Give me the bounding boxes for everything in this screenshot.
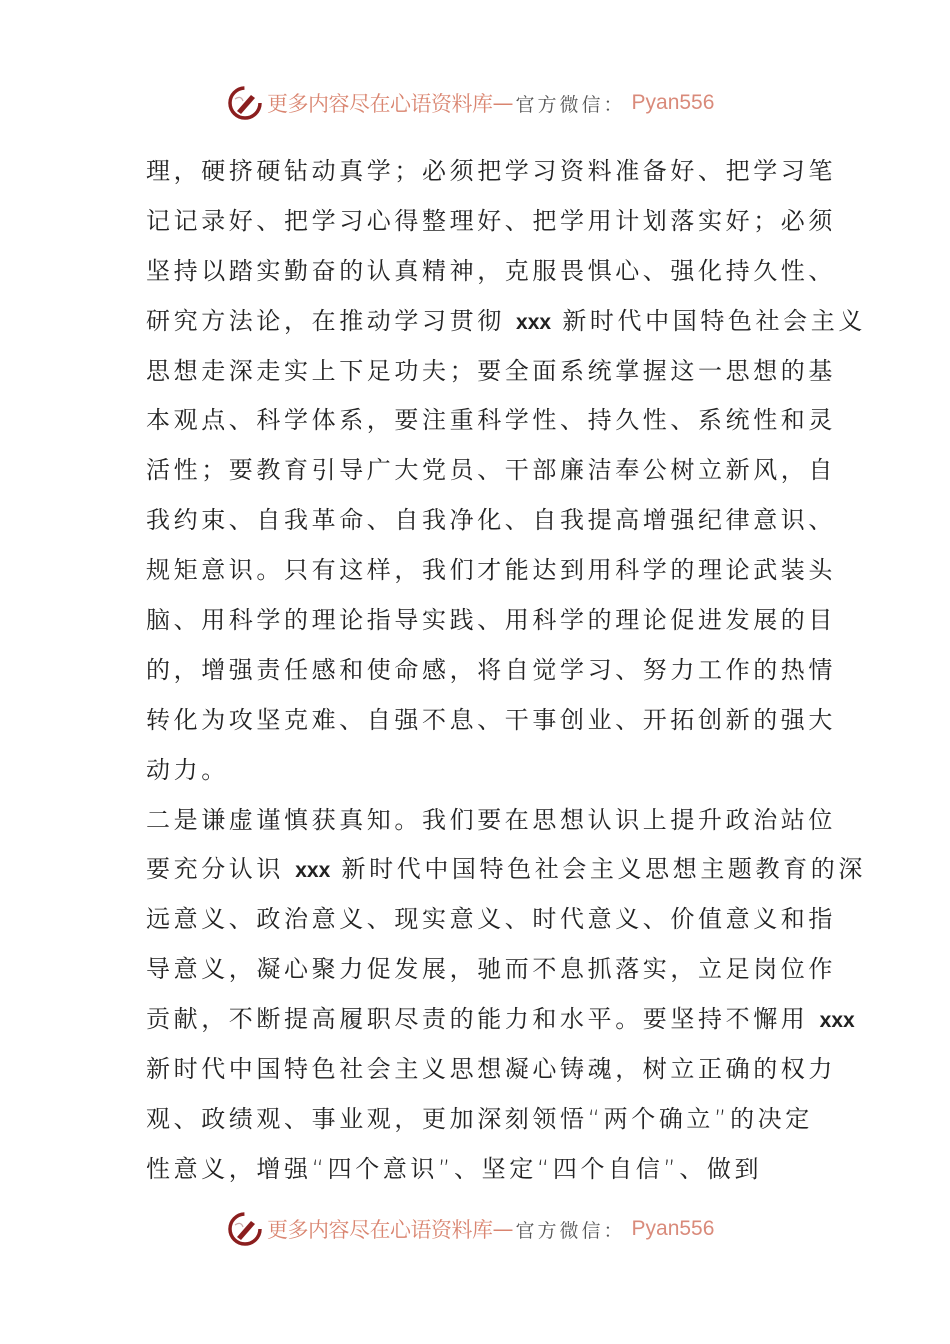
section-heading-line: 二是谦虚谨慎获真知。我们要在思想认识上提升政治站位 [146, 805, 836, 834]
text-line: 的，增强责任感和使命感，将自觉学习、努力工作的热情 [146, 655, 836, 684]
text-line: 思想走深走实上下足功夫；要全面系统掌握这一思想的基 [146, 356, 836, 385]
text-line: 记记录好、把学习心得整理好、把学用计划落实好；必须 [146, 206, 836, 235]
banner-brand-text: 更多内容尽在心语资料库 [267, 1218, 493, 1242]
banner-wechat-label: 官方微信： [515, 1219, 626, 1242]
text-line: 贡献，不断提高履职尽责的能力和水平。要坚持不懈用 xxx [146, 1005, 855, 1034]
text-line: 理，硬挤硬钻动真学；必须把学习资料准备好、把学习笔 [146, 157, 836, 185]
banner-dash: — [492, 1217, 514, 1241]
text-line: 本观点、科学体系，要注重科学性、持久性、系统性和灵 [146, 406, 836, 435]
text-line: 脑、用科学的理论指导实践、用科学的理论促进发展的目 [146, 606, 836, 635]
text-line: 导意义，凝心聚力促发展，驰而不息抓落实，立足岗位作 [146, 955, 836, 984]
text-line: 新时代中国特色社会主义思想凝心铸魂，树立正确的权力 [146, 1055, 836, 1084]
text-line: 规矩意识。只有这样，我们才能达到用科学的理论武装头 [146, 556, 836, 585]
header-watermark-banner [227, 83, 714, 123]
text-line: 远意义、政治意义、现实意义、时代意义、价值意义和指 [146, 905, 836, 934]
pen-circle-logo-icon [227, 85, 263, 121]
banner-brand-text: 更多内容尽在心语资料库 [267, 92, 493, 116]
text-line: 性意义，增强“四个意识”、坚定“四个自信”、做到 [146, 1154, 763, 1183]
banner-dash: — [492, 91, 514, 115]
banner-wechat-id: Pyan556 [631, 91, 715, 114]
text-line: 我约束、自我革命、自我净化、自我提高增强纪律意识、 [146, 506, 836, 535]
text-line: 活性；要教育引导广大党员、干部廉洁奉公树立新风，自 [146, 456, 836, 485]
document-body [146, 147, 866, 1195]
banner-wechat-label: 官方微信： [515, 93, 626, 116]
footer-watermark-banner [227, 1209, 714, 1249]
banner-wechat-id: Pyan556 [631, 1217, 715, 1240]
text-line: 动力。 [146, 755, 229, 784]
text-line: 坚持以踏实勤奋的认真精神，克服畏惧心、强化持久性、 [146, 256, 836, 285]
text-line: 观、政绩观、事业观，更加深刻领悟“两个确立”的决定 [146, 1104, 813, 1133]
pen-circle-logo-icon [227, 1211, 263, 1247]
text-line: 要充分认识 xxx 新时代中国特色社会主义思想主题教育的深 [146, 855, 866, 884]
text-line: 转化为攻坚克难、自强不息、干事创业、开拓创新的强大 [146, 705, 836, 734]
text-line: 研究方法论，在推动学习贯彻 xxx 新时代中国特色社会主义 [146, 306, 866, 335]
